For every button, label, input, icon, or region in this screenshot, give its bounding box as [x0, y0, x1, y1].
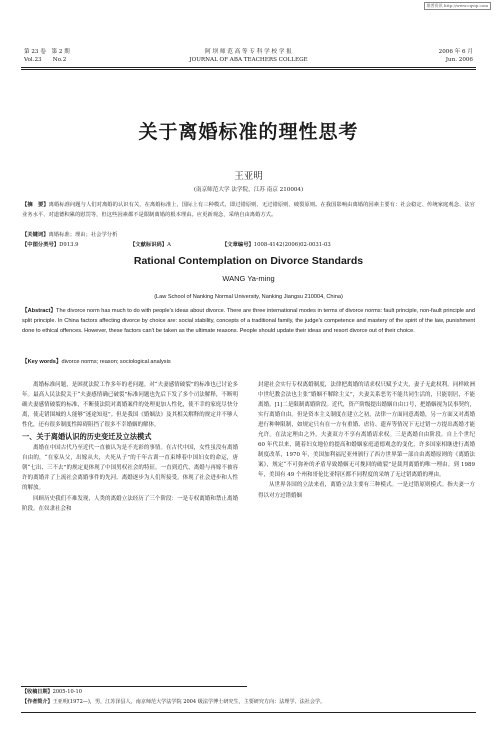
header-date [439, 48, 473, 64]
footnote-received [22, 688, 475, 698]
header-rule-2 [21, 69, 476, 70]
affiliation-en: (Law School of Nanking Normal University, Nanking Jiangsu 210004, China) [154, 294, 343, 300]
abstract-en-text: The divorce norm has much to do with people's ideas about divorce. There are three international modes in terms of divorce norms: fault principle, non-fault principle and split principle. In China factors affecting divorce by choice are: social stability, concepts of a traditional family, the judge's competence and mastery of the spirit of the law, punishment done to ethical offences. However, these factors can't be taken as the ultimate reasons. People should update their ideas and resort divorce out of their choice. [22, 308, 476, 334]
article-no-label: 【文章编号】 [222, 242, 254, 248]
clc-label: 【中图分类号】 [22, 242, 60, 248]
article-title-en: Rational Contemplation on Divorce Standards [133, 255, 364, 267]
volume-cn: 第 23 卷 第 2 期 [24, 49, 70, 55]
received-date: 2005-10-10 [52, 689, 82, 695]
abstract-cn [22, 201, 475, 221]
body-paragraph: 离婚标准问题，是困扰法院工作多年的老问题。对“夫妻感情破裂”的标准也已讨论多年。最高人民法院关于“夫妻感情确已破裂”标准问题也先后下发了多个司法解释，不断明确夫妻感情破裂的标准，不断使法院对离婚案件的处理更加人性化，使不幸的家庭尽快分离，使走错围城的人能够“迷途知返”。但是我国《婚姻法》及其相关解释的规定并不够人性化，还有很多制度性障碍阻挡了很多不幸婚姻的解体。 [22, 382, 238, 429]
abstract-cn-text: 离婚标准问题与人们对离婚的认识有关，在离婚标准上，国际上有三种模式，即过错原则、无过错原则、破裂原则。在我国影响由离婚的因素主要有：社会稳定、传统家庭观念、法官业务水平、对道德积累的慰罚等，但这些因素都不是限制离婚的根本理由。应更新观念，采纳自由离婚方式。 [22, 202, 475, 218]
date-cn: 2006 年 6 月 [438, 49, 473, 55]
journal-name-cn: 阿 坝 师 范 高 等 专 科 学 校 学 报 [205, 49, 292, 55]
footer-rule [21, 712, 476, 713]
body-paragraph: 回顾历史我们不难发现，人类的离婚立法经历了三个阶段：一是专权离婚和禁止离婚阶段。在奴隶社会和 [22, 495, 238, 512]
bio-text: 王亚明(1972—)，男，江苏泽县人，南京师范大学法学院 2004 级法学博士研究生，主要研究方向：法理学、法社会学。 [52, 699, 326, 705]
body-column-left [22, 380, 238, 514]
keywords-en-text: divorce norms; reason; sociological analysis [61, 359, 171, 365]
footnote-author-bio [22, 698, 475, 708]
body-paragraph: 从世界各国的立法来看，离婚立法主要有三种模式。一是过错原则模式。指夫妻一方得以对方过错婚姻 [258, 482, 475, 499]
article-no-value: 1008-4142(2006)02-0031-03 [253, 242, 331, 248]
abstract-en-label: 【Abstract】 [22, 308, 57, 314]
journal-name-en: JOURNAL OF ABA TEACHERS COLLEGE [189, 57, 308, 63]
watermark-stamp: 维普资讯 http://www.cqvip.com [424, 2, 491, 10]
body-paragraph: 封建社会实行专权离婚制度，法律把离婚的请求权只赋予丈夫，妻子无此权利。同样欧洲中世纪教会法也主张“婚姻不解除主义”，夫妻关系恶劣不能共同生活的，只能别居，不能离婚。[1]二是限制离婚阶段。近代，资产阶级提出婚姻自由口号，把婚姻视为民事契约，实行离婚自由。但是资本主义制度在建立之初，法律一方面同意离婚，另一方面又对离婚进行种种限制，如规定只有在一方有重婚、虐待、遗弃等情况下无过错一方提出离婚才能允许。在法定理由之外，夫妻双方不享有离婚请求权。三是离婚自由阶段。自上个世纪 60 年代以来，随着妇女地位的提高和婚姻家庭道德观念的变化，许多国家相继进行离婚制度改革，1970 年，美国加利福尼亚州颁行了西方世界第一部自由离婚原则的《离婚法案》，规定“不可弥补的矛盾导致婚姻无可挽回的破裂”是裁判离婚的唯一理由。到 1989 年，美国有 49 个州和哥伦比亚特区都不同程度的采纳了无过错离婚的理由。 [258, 382, 475, 479]
classification-cn [22, 241, 475, 251]
article-title-cn: 关于离婚标准的理性思考 [138, 121, 359, 143]
bio-label: 【作者简介】 [22, 699, 53, 705]
header-journal [0, 48, 497, 64]
keywords-en-label: 【Key words】 [22, 359, 62, 365]
volume-en: Vol.23 No.2 [24, 57, 67, 63]
footnote-rule [21, 686, 247, 687]
header-rule [21, 67, 476, 68]
author-en: WANG Ya-ming [222, 274, 275, 283]
body-column-right [258, 380, 475, 501]
keywords-cn-text: 离婚标准；理由；社会学分析 [48, 232, 118, 238]
abstract-en [22, 306, 475, 336]
author-cn: 王亚明 [234, 171, 263, 182]
date-en: Jun. 2006 [445, 57, 473, 63]
body-paragraph: 离婚在中国古代乃至近代一直被认为是不光彩的事情。在古代中国，女性虽没有离婚自由的，“在家从父，出嫁从夫，夫死从子”的千年古训一直束缚着中国妇女的命运，唐朝“七出、三不去”的规定更体现了中国男权社会的特征。一直到近代，离婚与再嫁不被容许的离婚并了上流社会离婚事件的先河。离婚逐步为人们所接受，体现了社会进步和人性的解放。 [22, 445, 238, 492]
keywords-en [22, 358, 475, 368]
clc-value: D913.9 [59, 242, 79, 248]
keywords-cn-label: 【关键词】 [22, 232, 49, 238]
doc-code-value: A [167, 242, 171, 248]
keywords-cn [22, 231, 475, 241]
section-heading: 一、关于离婚认识的历史变迁及立法模式 [22, 432, 152, 442]
received-label: 【收稿日期】 [22, 689, 53, 695]
doc-code-label: 【文献标识码】 [130, 242, 168, 248]
abstract-cn-label: 【摘 要】 [22, 202, 49, 208]
affiliation-cn: (南京师范大学 法学院，江苏 南京 210004) [193, 187, 304, 193]
